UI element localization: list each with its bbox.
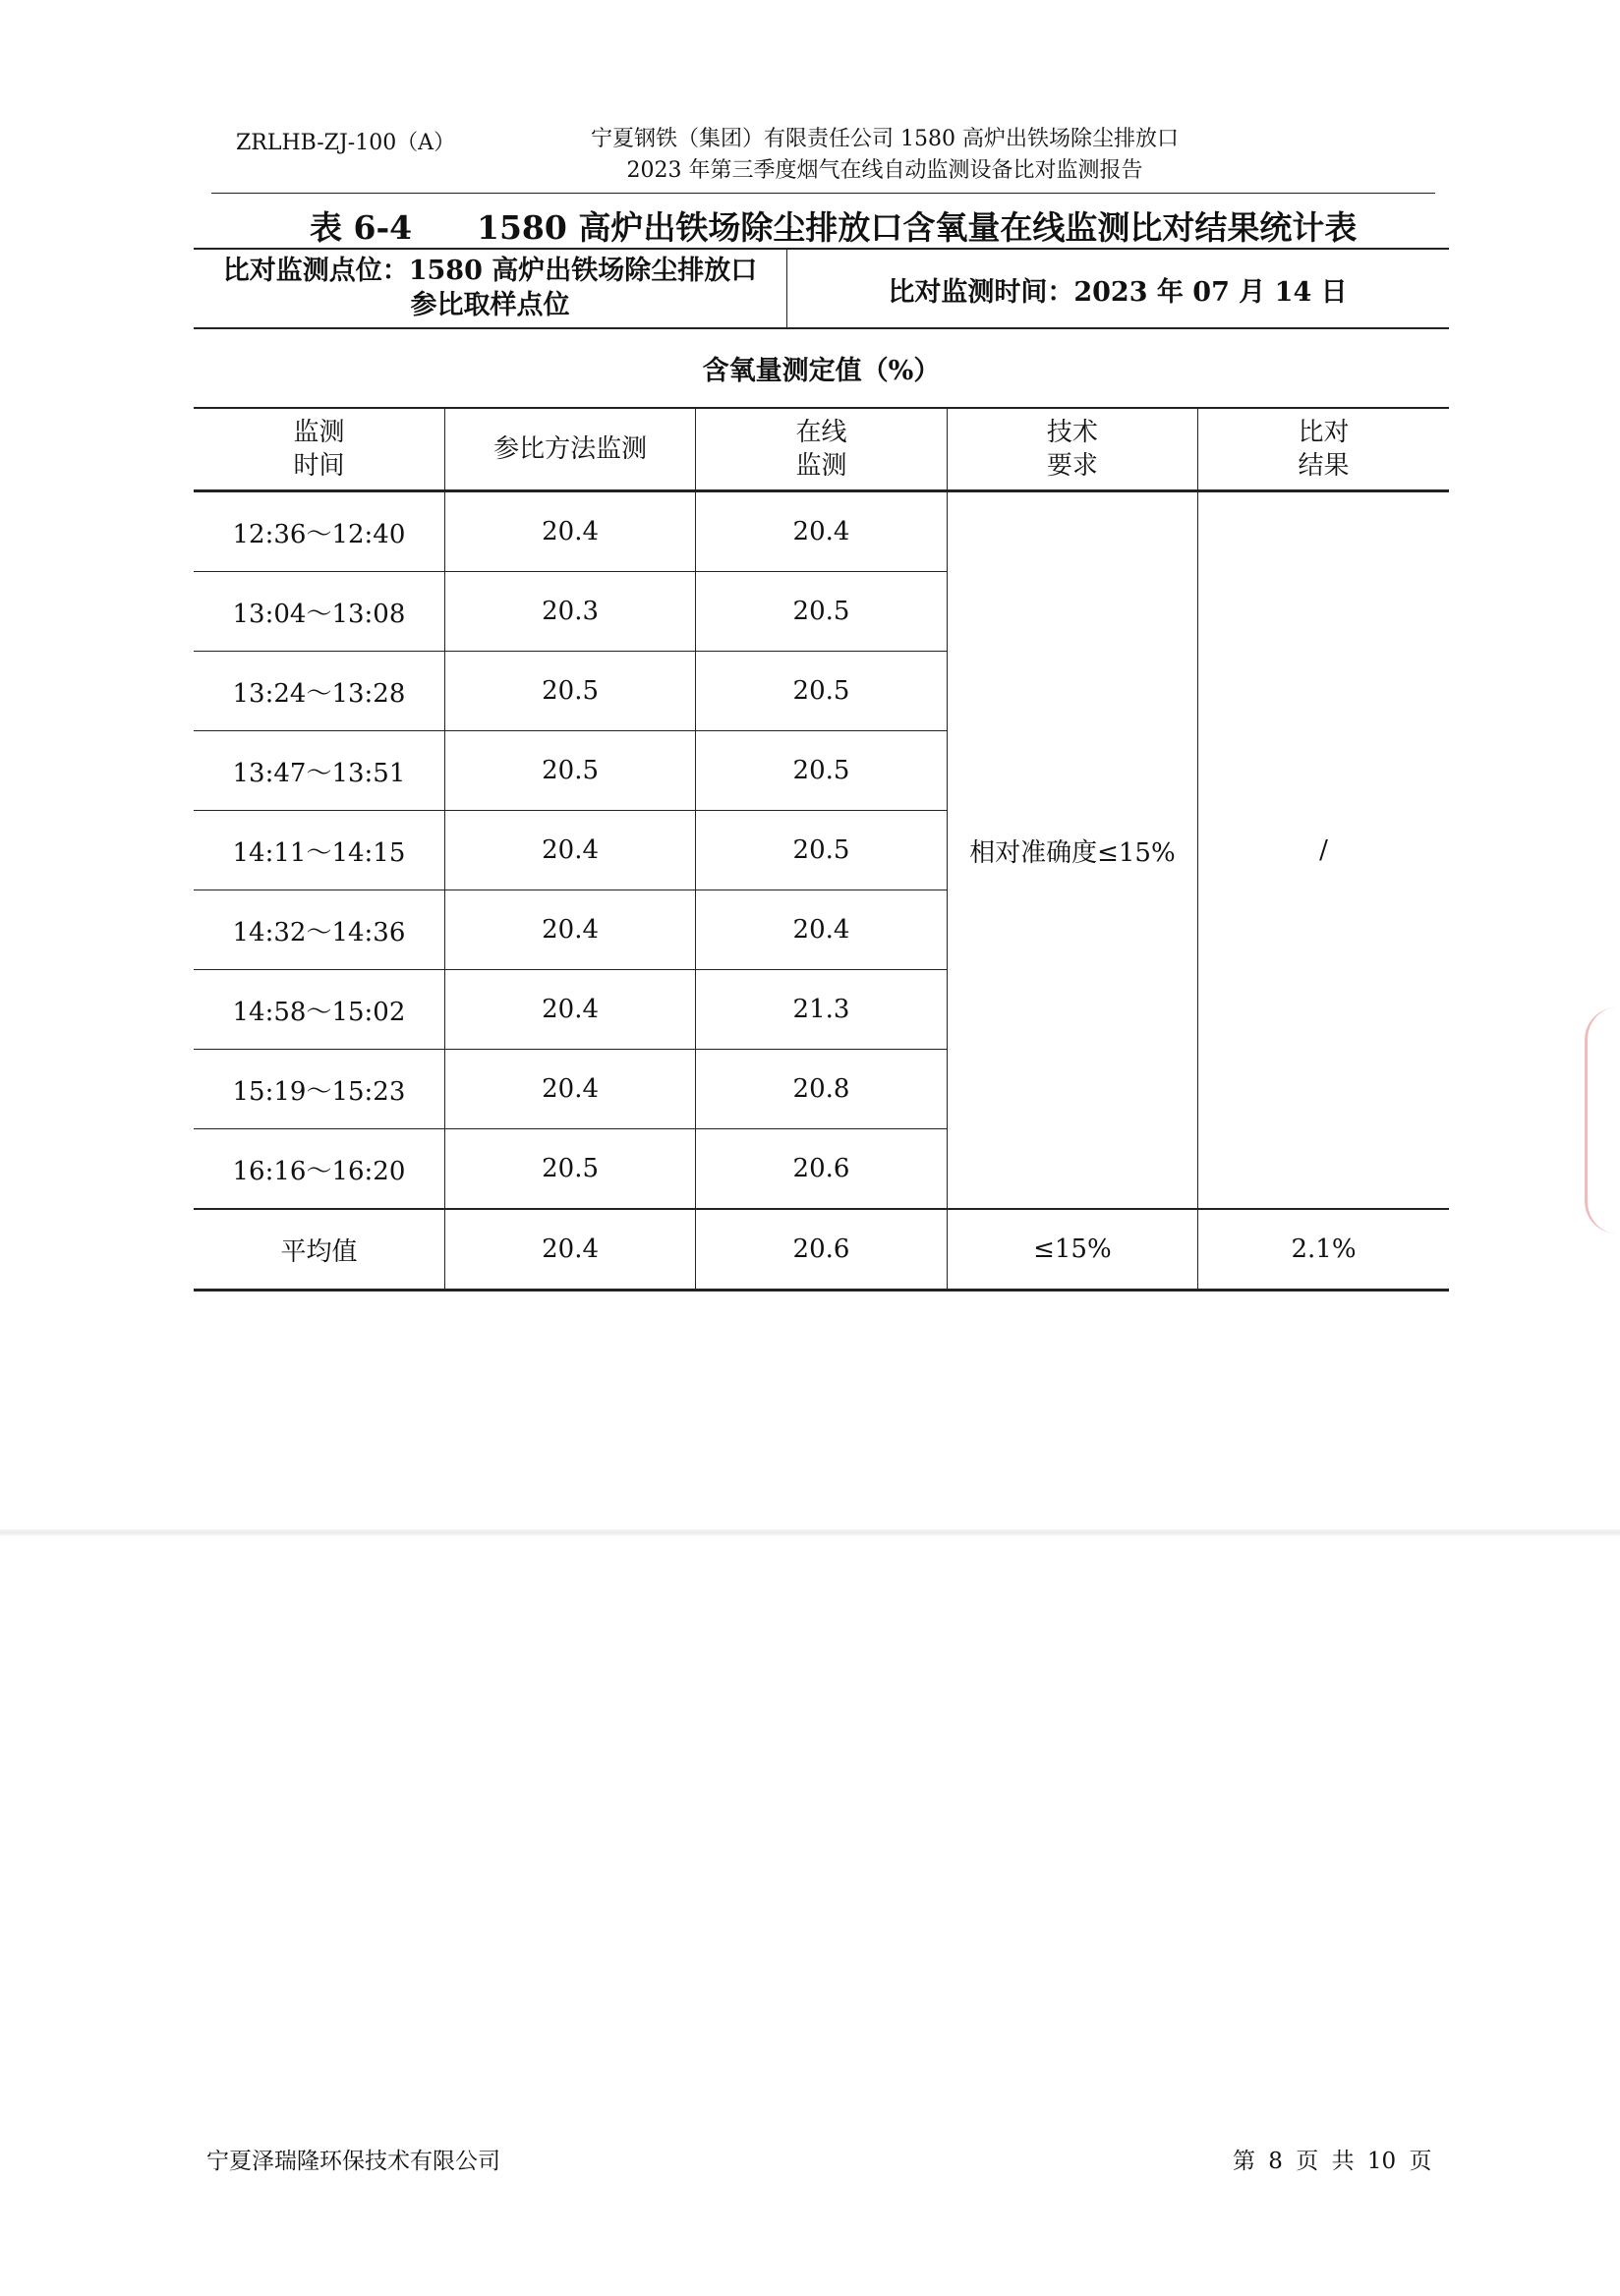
cell-time: 14:11～14:15 <box>194 811 444 890</box>
seal-stamp-edge <box>1585 1007 1617 1234</box>
monitoring-location-line1: 比对监测点位：1580 高炉出铁场除尘排放口 <box>222 256 758 286</box>
cell-reference: 20.3 <box>444 572 695 652</box>
cell-online: 20.5 <box>696 731 947 811</box>
cell-online: 20.8 <box>696 1050 947 1129</box>
cell-requirement: 相对准确度≤15% <box>947 491 1197 1210</box>
header-divider <box>211 193 1435 194</box>
col-header-reference: 参比方法监测 <box>444 408 695 491</box>
info-top-rule <box>194 248 1449 250</box>
average-label: 平均值 <box>194 1209 444 1291</box>
table-title: 1580 高炉出铁场除尘排放口含氧量在线监测比对结果统计表 <box>477 208 1358 247</box>
table-subtitle: 含氧量测定值（%） <box>702 356 941 386</box>
report-title-line2: 2023 年第三季度烟气在线自动监测设备比对监测报告 <box>626 158 1143 183</box>
cell-time: 15:19～15:23 <box>194 1050 444 1129</box>
monitoring-location <box>194 254 786 322</box>
cell-online: 20.4 <box>696 491 947 572</box>
table-header-row <box>194 408 1449 491</box>
cell-reference: 20.5 <box>444 652 695 731</box>
cell-time: 13:47～13:51 <box>194 731 444 811</box>
comparison-table <box>194 407 1449 1292</box>
col-header-requirement: 技术 要求 <box>947 408 1197 491</box>
cell-online: 20.5 <box>696 811 947 890</box>
cell-time: 12:36～12:40 <box>194 491 444 572</box>
document-code: ZRLHB-ZJ-100（A） <box>236 131 456 155</box>
cell-reference: 20.5 <box>444 731 695 811</box>
cell-time: 14:58～15:02 <box>194 970 444 1050</box>
cell-time: 14:32～14:36 <box>194 890 444 970</box>
col-header-online: 在线 监测 <box>696 408 947 491</box>
report-title-line1: 宁夏钢铁（集团）有限责任公司 1580 高炉出铁场除尘排放口 <box>591 127 1179 151</box>
col-header-time: 监测 时间 <box>194 408 444 491</box>
cell-online: 20.5 <box>696 572 947 652</box>
cell-result: / <box>1198 491 1449 1210</box>
monitoring-location-line2: 参比取样点位 <box>410 290 570 320</box>
scan-fold-line <box>0 1529 1620 1535</box>
average-result: 2.1% <box>1198 1209 1449 1291</box>
cell-reference: 20.5 <box>444 1129 695 1210</box>
cell-time: 13:24～13:28 <box>194 652 444 731</box>
cell-online: 21.3 <box>696 970 947 1050</box>
cell-time: 13:04～13:08 <box>194 572 444 652</box>
average-row <box>194 1209 1449 1291</box>
cell-reference: 20.4 <box>444 811 695 890</box>
table-caption <box>310 202 1357 249</box>
average-online: 20.6 <box>696 1209 947 1291</box>
cell-time: 16:16～16:20 <box>194 1129 444 1210</box>
cell-reference: 20.4 <box>444 890 695 970</box>
cell-reference: 20.4 <box>444 1050 695 1129</box>
col-header-result: 比对 结果 <box>1198 408 1449 491</box>
cell-reference: 20.4 <box>444 970 695 1050</box>
footer-page-number: 第 8 页 共 10 页 <box>1233 2149 1432 2174</box>
table-row <box>194 491 1449 572</box>
info-bottom-rule <box>194 327 1449 329</box>
cell-reference: 20.4 <box>444 491 695 572</box>
table-number: 表 6-4 <box>310 208 413 247</box>
report-title <box>531 124 1239 187</box>
footer-company: 宁夏泽瑞隆环保技术有限公司 <box>206 2149 500 2174</box>
average-requirement: ≤15% <box>947 1209 1197 1291</box>
cell-online: 20.4 <box>696 890 947 970</box>
monitoring-time: 比对监测时间：2023 年 07 月 14 日 <box>888 277 1348 308</box>
cell-online: 20.6 <box>696 1129 947 1210</box>
average-reference: 20.4 <box>444 1209 695 1291</box>
cell-online: 20.5 <box>696 652 947 731</box>
